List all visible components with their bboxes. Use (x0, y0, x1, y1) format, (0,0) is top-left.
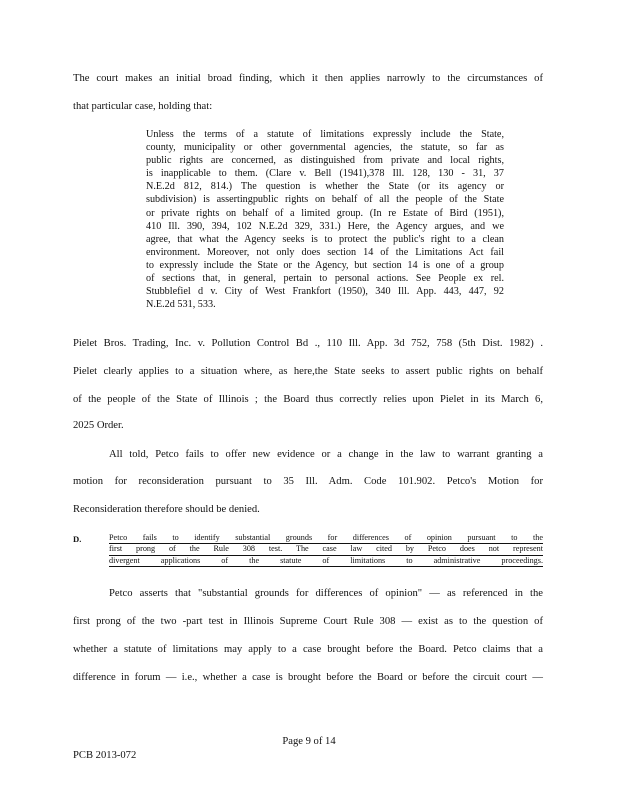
citation-line-3: of the people of the State of Illinois ; the Board thus correctly relies upon Pielet in its March 6, (73, 394, 543, 405)
section-letter: D. (73, 534, 82, 544)
conclusion-line-1: All told, Petco fails to offer new evidence or a change in the law to warrant granting a (109, 449, 543, 460)
quote-line: 410 Ill. 390, 394, 102 N.E.2d 329, 331.) Here, the Agency argues, and we (146, 220, 504, 232)
conclusion-line-3: Reconsideration therefore should be denied. (73, 504, 260, 515)
block-quote (146, 128, 504, 311)
quote-line: county, municipality or other governmental agencies, the statute, so far as (146, 142, 504, 154)
quote-line: public rights are concerned, as distinguished from private and local rights, (146, 155, 504, 167)
quote-line: subdivision) is assertingpublic rights on behalf of all the people of the State (146, 194, 504, 206)
citation-line-1: Pielet Bros. Trading, Inc. v. Pollution Control Bd ., 110 Ill. App. 3d 752, 758 (5th Dist. 1982) . (73, 338, 543, 349)
quote-line: Unless the terms of a statute of limitations expressly include the State, (146, 129, 504, 140)
quote-line: N.E.2d 812, 814.) The question is whether the State (or its agency or (146, 181, 504, 193)
final-line-4: difference in forum — i.e., whether a case is brought before the Board or before the circuit court — (73, 672, 543, 683)
quote-line: N.E.2d 531, 533. (146, 299, 216, 311)
docket-number: PCB 2013-072 (73, 750, 137, 761)
quote-line: environment. Moreover, not only does section 14 of the Limitations Act fail (146, 246, 504, 258)
quote-line: is inapplicable to them. (Clare v. Bell (1941),378 Ill. 128, 130 - 31, 37 (146, 168, 504, 180)
quote-line: of sections that, in general, pertain to personal actions. See People ex rel. (146, 273, 504, 285)
page-number: Page 9 of 14 (282, 736, 336, 747)
quote-line: or private rights on behalf of a limited group. (In re Estate of Bird (1951), (146, 207, 504, 219)
section-heading (109, 533, 543, 567)
final-line-1: Petco asserts that "substantial grounds for differences of opinion" — as referenced in the (109, 588, 543, 599)
citation-line-2: Pielet clearly applies to a situation where, as here,the State seeks to assert public rights on behalf (73, 366, 543, 377)
section-heading-line: divergent applications of the statute of limitations to administrative proceedings. (109, 556, 543, 567)
section-heading-line: Petco fails to identify substantial grounds for differences of opinion pursuant to the (109, 533, 543, 544)
final-line-2: first prong of the two -part test in Illinois Supreme Court Rule 308 — exist as to the question of (73, 616, 543, 627)
final-line-3: whether a statute of limitations may apply to a case brought before the Board. Petco claims that a (73, 644, 543, 655)
quote-line: to expressly include the State or the Agency, but section 14 is one of a group (146, 259, 504, 271)
citation-line-4: 2025 Order. (73, 420, 124, 431)
section-heading-line: first prong of the Rule 308 test. The case law cited by Petco does not represent (109, 544, 543, 555)
intro-line-2: that particular case, holding that: (73, 101, 213, 112)
conclusion-line-2: motion for reconsideration pursuant to 35 Ill. Adm. Code 101.902. Petco's Motion for (73, 476, 543, 487)
quote-line: agree, that what the Agency seeks is to protect the public's right to a clean (146, 233, 504, 245)
intro-line-1: The court makes an initial broad finding, which it then applies narrowly to the circumstances of (73, 73, 543, 84)
quote-line: Stubblefiel d v. City of West Frankfort (1950), 340 Ill. App. 443, 447, 92 (146, 286, 504, 298)
